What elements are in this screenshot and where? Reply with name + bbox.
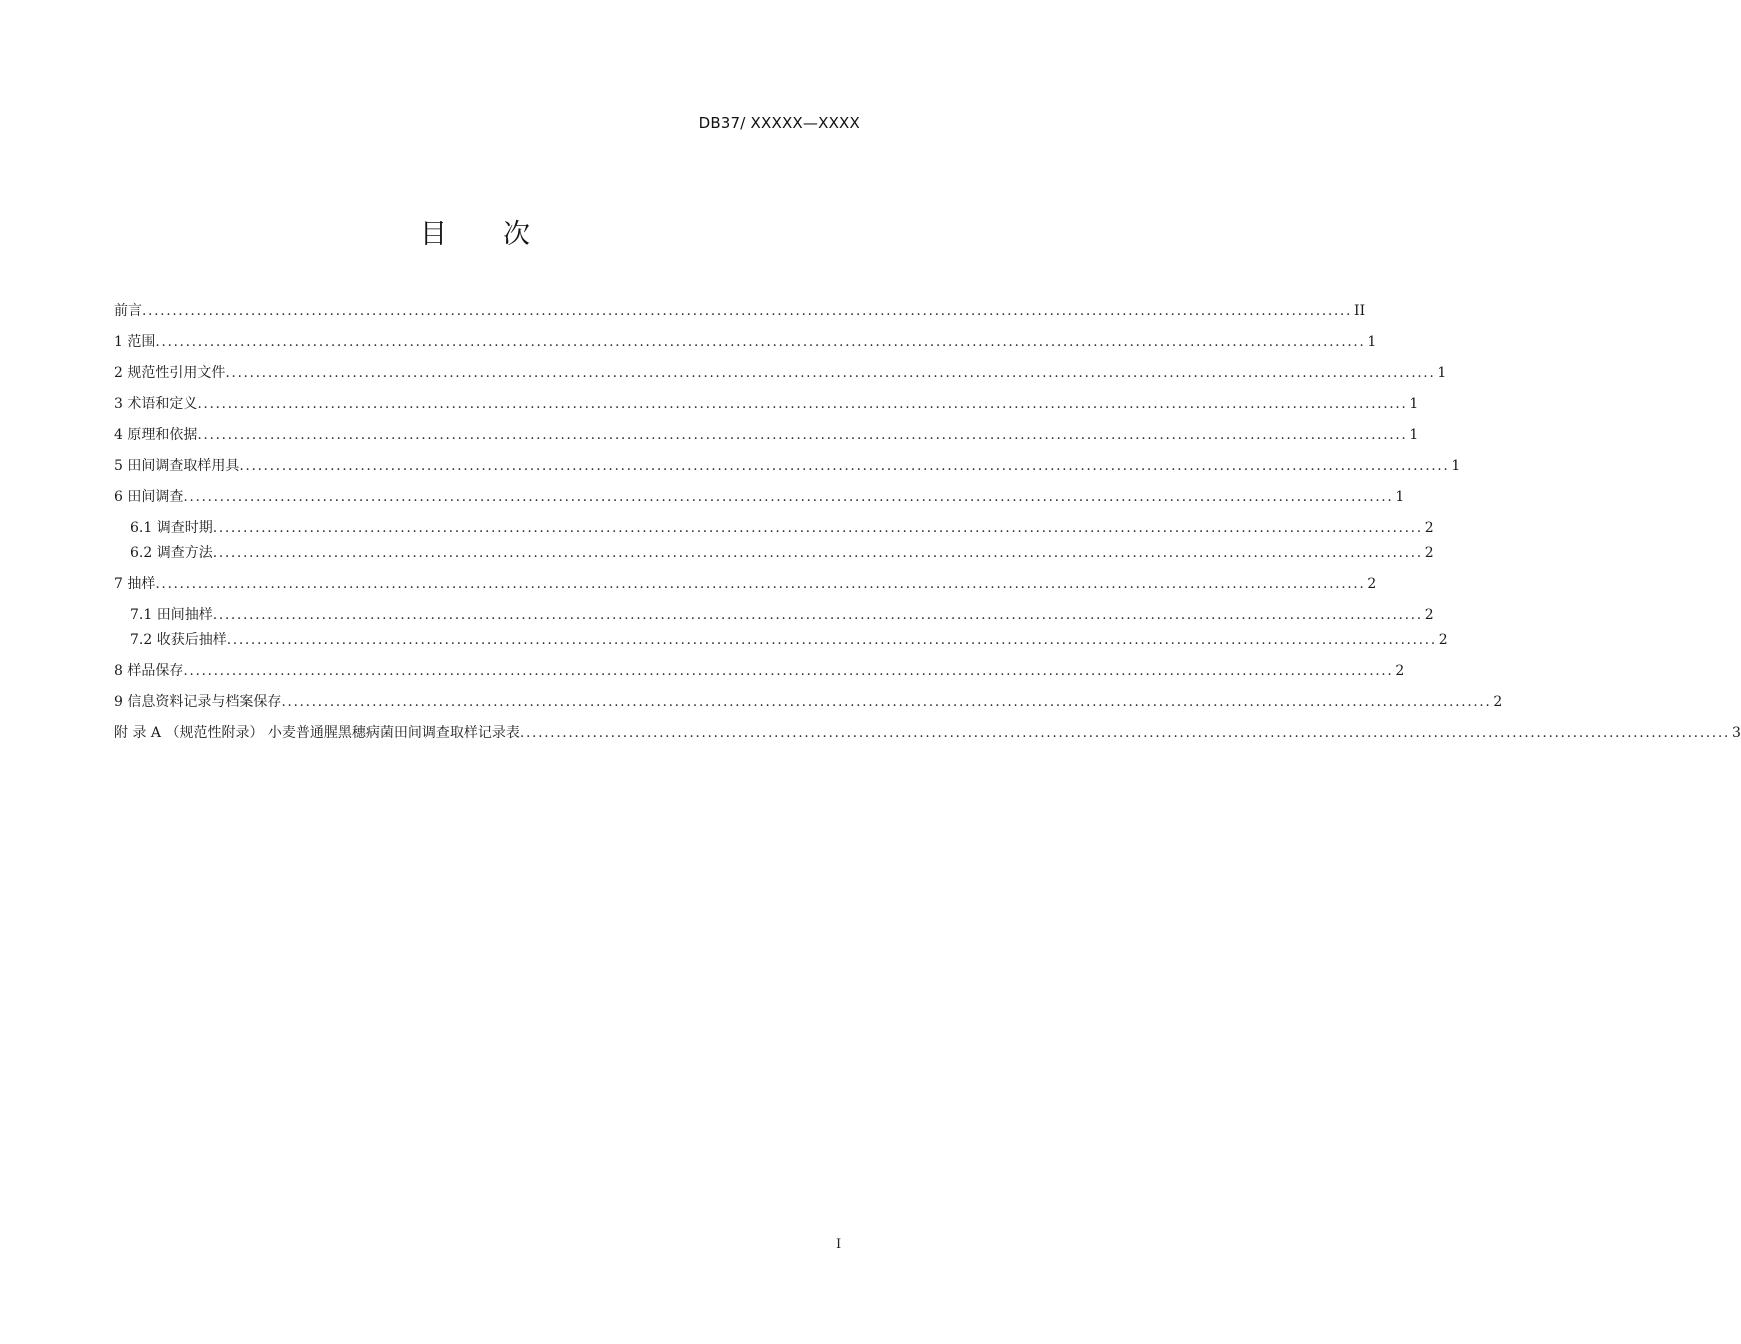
toc-entry-page: II — [1354, 303, 1366, 319]
page-number: I — [836, 1237, 842, 1252]
toc-dot-leader: ........................................................................................................................................................................................................ — [197, 396, 1408, 412]
toc-dot-leader: ........................................................................................................................................................................................................ — [519, 725, 1730, 741]
toc-entry-page: 2 — [1424, 545, 1434, 561]
toc-entry-label: 前言 — [114, 303, 142, 319]
toc-dot-leader: ........................................................................................................................................................................................................ — [142, 303, 1353, 319]
toc-entry-label: 6.2 调查方法 — [130, 545, 213, 561]
toc-entry[interactable] — [114, 573, 1377, 598]
toc-entry-page: 2 — [1395, 663, 1405, 679]
title-char: 次 — [503, 219, 530, 250]
toc-entry[interactable] — [114, 691, 1503, 716]
toc-dot-leader: ........................................................................................................................................................................................................ — [212, 520, 1423, 536]
toc-dot-leader: ........................................................................................................................................................................................................ — [155, 576, 1366, 592]
toc-entry-page: 2 — [1424, 520, 1434, 536]
toc-subentry[interactable] — [114, 629, 1448, 654]
toc-entry[interactable] — [114, 362, 1447, 387]
toc-dot-leader: ........................................................................................................................................................................................................ — [183, 489, 1394, 505]
title-char: 目 — [420, 219, 447, 250]
toc-dot-leader: ........................................................................................................................................................................................................ — [226, 632, 1437, 648]
toc-entry-label: 2 规范性引用文件 — [114, 365, 226, 381]
toc-entry-label: 8 样品保存 — [114, 663, 184, 679]
toc-entry-page: 1 — [1451, 458, 1461, 474]
toc-entry-label: 5 田间调查取样用具 — [114, 458, 240, 474]
toc-entry-label: 3 术语和定义 — [114, 396, 198, 412]
toc-entry[interactable] — [114, 722, 1741, 747]
toc-entry-label: 9 信息资料记录与档案保存 — [114, 694, 282, 710]
toc-dot-leader: ........................................................................................................................................................................................................ — [225, 365, 1436, 381]
toc-entry-page: 3 — [1731, 725, 1741, 741]
toc-entry-page: 1 — [1367, 334, 1377, 350]
toc-entry-label: 1 范围 — [114, 334, 156, 350]
toc-entry-page: 2 — [1493, 694, 1503, 710]
toc-entry-page: 2 — [1424, 607, 1434, 623]
toc-dot-leader: ........................................................................................................................................................................................................ — [155, 334, 1366, 350]
toc-entry-label: 6.1 调查时期 — [130, 520, 213, 536]
toc-dot-leader: ........................................................................................................................................................................................................ — [212, 607, 1423, 623]
toc-entry-label: 4 原理和依据 — [114, 427, 198, 443]
toc-entry-page: 1 — [1409, 427, 1419, 443]
toc-entry[interactable] — [114, 331, 1377, 356]
toc-entry[interactable] — [114, 486, 1405, 511]
toc-entry-label: 7.2 收获后抽样 — [130, 632, 227, 648]
toc-entry-label: 7.1 田间抽样 — [130, 607, 213, 623]
table-of-contents — [114, 300, 1741, 747]
toc-entry[interactable] — [114, 424, 1419, 449]
toc-subentry[interactable] — [114, 542, 1434, 567]
toc-entry-page: 1 — [1437, 365, 1447, 381]
document-code: DB37/ XXXXX—XXXX — [698, 114, 860, 132]
toc-entry-label: 6 田间调查 — [114, 489, 184, 505]
toc-dot-leader: ........................................................................................................................................................................................................ — [197, 427, 1408, 443]
toc-entry[interactable] — [114, 393, 1419, 418]
toc-subentry[interactable] — [114, 604, 1434, 629]
toc-dot-leader: ........................................................................................................................................................................................................ — [183, 663, 1394, 679]
toc-entry[interactable] — [114, 660, 1405, 685]
toc-dot-leader: ........................................................................................................................................................................................................ — [212, 545, 1423, 561]
toc-subentry[interactable] — [114, 517, 1434, 542]
toc-entry-page: 1 — [1395, 489, 1405, 505]
toc-entry[interactable] — [114, 300, 1366, 325]
toc-entry-page: 1 — [1409, 396, 1419, 412]
toc-entry-page: 2 — [1438, 632, 1448, 648]
toc-dot-leader: ........................................................................................................................................................................................................ — [281, 694, 1492, 710]
toc-entry-page: 2 — [1367, 576, 1377, 592]
page-title — [0, 212, 950, 251]
toc-entry[interactable] — [114, 455, 1461, 480]
toc-entry-label: 7 抽样 — [114, 576, 156, 592]
toc-dot-leader: ........................................................................................................................................................................................................ — [239, 458, 1450, 474]
toc-entry-label: 附 录 A （规范性附录） 小麦普通腥黑穗病菌田间调查取样记录表 — [114, 725, 520, 741]
